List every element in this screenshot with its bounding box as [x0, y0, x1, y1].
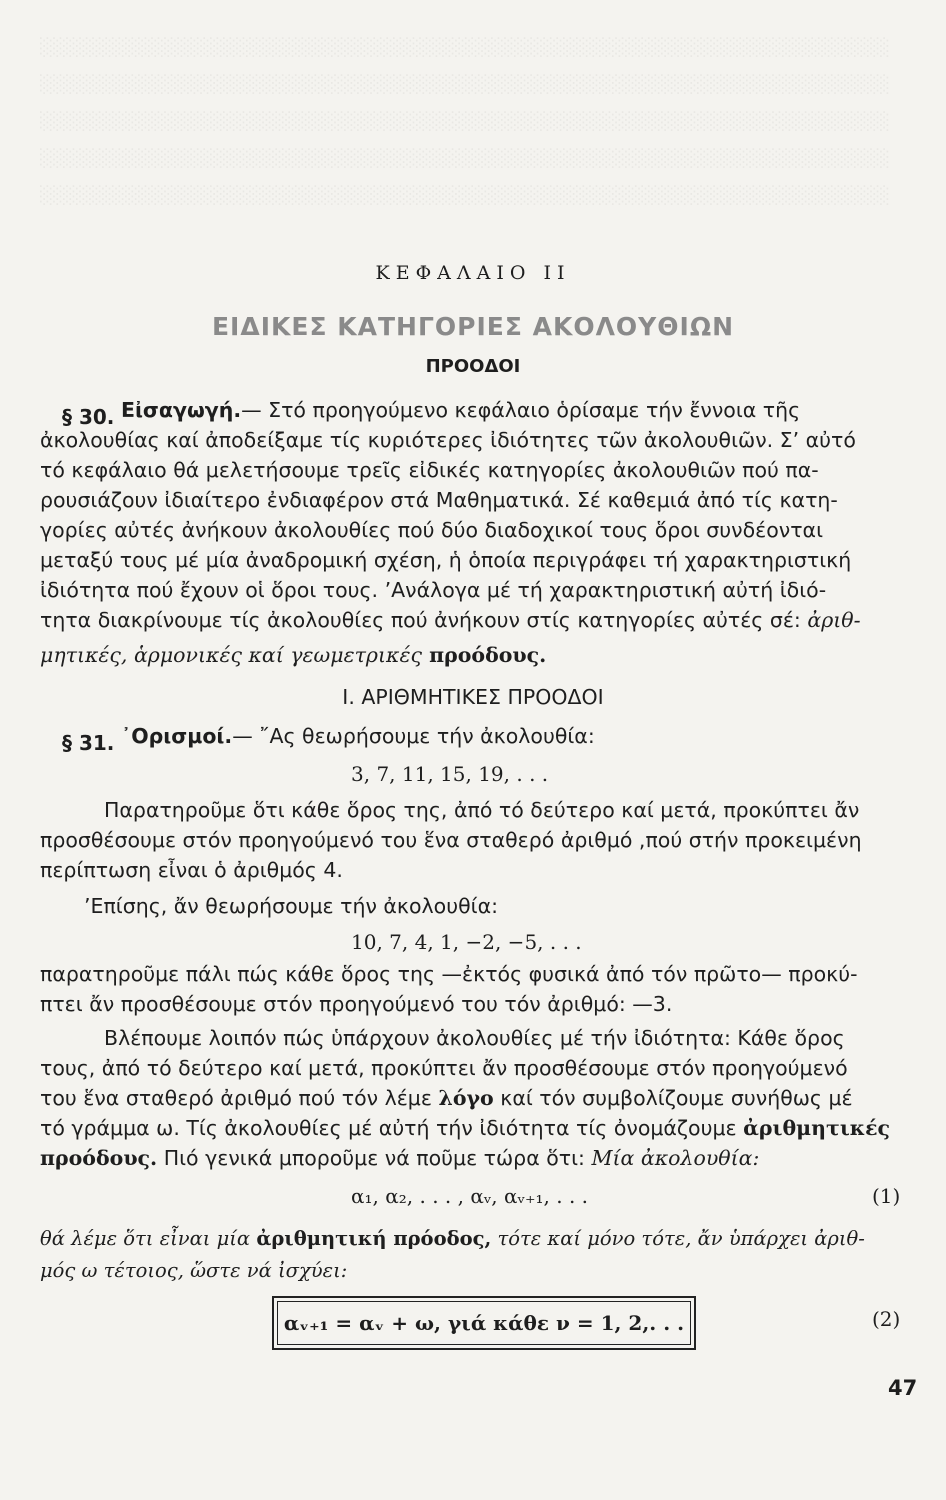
text-span: τό γράμμα ω. Τίς ἀκολουθίες μέ αὐτή τήν ἰδιότητα τίς ὀνομάζουμε	[40, 1116, 744, 1140]
recurrence-formula: αᵥ₊₁ = αᵥ + ω, γιά κάθε ν = 1, 2,. . .	[283, 1311, 685, 1335]
text-line	[40, 1084, 853, 1114]
text-span: καί τόν συμβολίζουμε συνήθως μέ	[493, 1086, 853, 1110]
text-line: — Στό προηγούμενο κεφάλαιο ὁρίσαμε τήν ἔννοια τῆς	[241, 398, 801, 422]
text-line: — ῎Ας θεωρήσουμε τήν ἀκολουθία:	[232, 724, 595, 748]
text-line: ’Επίσης, ἄν θεωρήσουμε τήν ἀκολουθία:	[84, 894, 498, 918]
section-title: ᾿Ορισμοί.	[120, 724, 233, 748]
equation-number: (2)	[872, 1307, 901, 1331]
italic-span: ἀριθ-	[807, 608, 861, 632]
text-line: μεταξύ τους μέ μία ἀναδρομική σχέση, ἡ ὁποία περιγράφει τή χαρακτηριστική	[40, 548, 852, 572]
text-line	[40, 1144, 759, 1174]
section-heading: ΠΡΟΟΔΟΙ	[425, 356, 521, 377]
text-line	[40, 641, 546, 671]
text-line	[40, 606, 861, 636]
text-line: τό κεφάλαιο θά μελετήσουμε τρεῖς εἰδικές κατηγορίες ἀκολουθιῶν πού πα-	[40, 458, 819, 482]
text-line: Παρατηροῦμε ὅτι κάθε ὅρος της, ἀπό τό δεύτερο καί μετά, προκύπτει ἄν	[104, 798, 860, 822]
text-line: πτει ἄν προσθέσουμε στόν προηγούμενό του τόν ἀριθμό: —3.	[40, 992, 673, 1016]
general-sequence: α₁, α₂, . . . , αᵥ, αᵥ₊₁, . . .	[351, 1184, 589, 1208]
bold-span: προόδους.	[421, 643, 547, 667]
text-line: γορίες αὐτές ἀνήκουν ἀκολουθίες πού δύο διαδοχικοί τους ὅροι συνδέονται	[40, 518, 824, 542]
text-span: Πιό γενικά μποροῦμε νά ποῦμε τώρα ὅτι:	[157, 1146, 592, 1170]
bold-span: ἀριθμητικές	[743, 1116, 891, 1140]
section-symbol: § 31.	[62, 731, 115, 755]
italic-span: Μία ἀκολουθία:	[591, 1146, 760, 1170]
text-line: παρατηροῦμε πάλι πώς κάθε ὅρος της —ἐκτός φυσικά ἀπό τόν πρῶτο— προκύ-	[40, 962, 858, 986]
text-line	[40, 1114, 890, 1144]
text-line: τους, ἀπό τό δεύτερο καί μετά, προκύπτει ἄν προσθέσουμε στόν προηγούμενό	[40, 1056, 848, 1080]
bold-span: προόδους.	[40, 1146, 158, 1170]
text-span: του ἕνα σταθερό ἀριθμό πού τόν λέμε	[40, 1086, 439, 1110]
chapter-label: ΚΕΦΑΛΑΙΟ II	[375, 262, 571, 284]
text-line: ἀκολουθίας καί ἀποδείξαμε τίς κυριότερες ἰδιότητες τῶν ἀκολουθιῶν. Σ’ αὐτό	[40, 428, 856, 452]
text-line: ἰδιότητα πού ἔχουν οἱ ὅροι τους. ’Ανάλογα μέ τή χαρακτηριστική αὐτή ἰδιό-	[40, 578, 827, 602]
section-title: Εἰσαγωγή.	[120, 398, 242, 422]
sec30-first-line	[62, 396, 801, 429]
bold-span: ἀριθμητική πρόοδος,	[256, 1227, 492, 1250]
equation-number: (1)	[872, 1184, 901, 1208]
text-line: περίπτωση εἶναι ὁ ἀριθμός 4.	[40, 858, 343, 882]
formula-box	[272, 1296, 696, 1350]
text-span: τητα διακρίνουμε τίς ἀκολουθίες πού ἀνήκουν στίς κατηγορίες αὐτές σέ:	[40, 608, 808, 632]
sequence-example-2: 10, 7, 4, 1, −2, −5, . . .	[351, 930, 582, 954]
bold-span: λόγο	[438, 1086, 494, 1110]
section-symbol: § 30.	[62, 405, 115, 429]
text-line: ρουσιάζουν ἰδιαίτερο ἐνδιαφέρον στά Μαθηματικά. Σέ καθεμιά ἀπό τίς κατη-	[40, 488, 838, 512]
text-line	[40, 1224, 865, 1254]
bleed-through-texture: ░░░░░░░░░░░░░░░░░░░░░░░░░░░░░░░░░░░░░░░░░░░░░░░░░░░░░░░░░░░░░░░░░ ░░░░░░░░░░░░░░░░░░░░░░░░░░░░░░░░░░░░░░░░░░░░░░░░░░░░░░░░░░░░░░░░░ ░░░░░░░░░░░░░░░░░░░░░░░░░░░░░░░░░░░░░░░░░░░░░░░░░░░░░░░░░░░░░░░░░ ░░░░░░░░░░░░░░░░░░░░░░░░░░░░░░░░░░░░░░░░░░░░░░░░░░░░░░░░░░░░░░░░░ ░░░░░░░░░░░░░░░░░░░░░░░░░░░░░░░░░░░░░░░░░░░░░░░░░░░░░░░░░░░░░░░░░	[40, 38, 890, 206]
text-line: μός ω τέτοιος, ὥστε νά ἰσχύει:	[40, 1259, 348, 1282]
italic-span: τότε καί μόνο τότε, ἄν ὑπάρχει ἀριθ-	[491, 1227, 865, 1250]
italic-span: καί	[241, 643, 291, 667]
italic-span: γεωμετρικές	[290, 643, 422, 667]
sec31-first-line	[62, 722, 595, 755]
chapter-title: ΕΙΔΙΚΕΣ ΚΑΤΗΓΟΡΙΕΣ ΑΚΟΛΟΥΘΙΩΝ	[211, 312, 735, 341]
text-line: Βλέπουμε λοιπόν πώς ὑπάρχουν ἀκολουθίες μέ τήν ἰδιότητα: Κάθε ὅρος	[104, 1026, 845, 1050]
text-line: προσθέσουμε στόν προηγούμενό του ἕνα σταθερό ἀριθμό ,πού στήν προκειμένη	[40, 828, 862, 852]
italic-span: θά λέμε ὅτι εἶναι μία	[40, 1227, 257, 1250]
subsection-heading: Ι. ΑΡΙΘΜΗΤΙΚΕΣ ΠΡΟΟΔΟΙ	[342, 685, 604, 709]
sequence-example-1: 3, 7, 11, 15, 19, . . .	[351, 762, 549, 786]
italic-span: μητικές, ἁρμονικές	[40, 643, 242, 667]
page-number: 47	[888, 1376, 918, 1400]
